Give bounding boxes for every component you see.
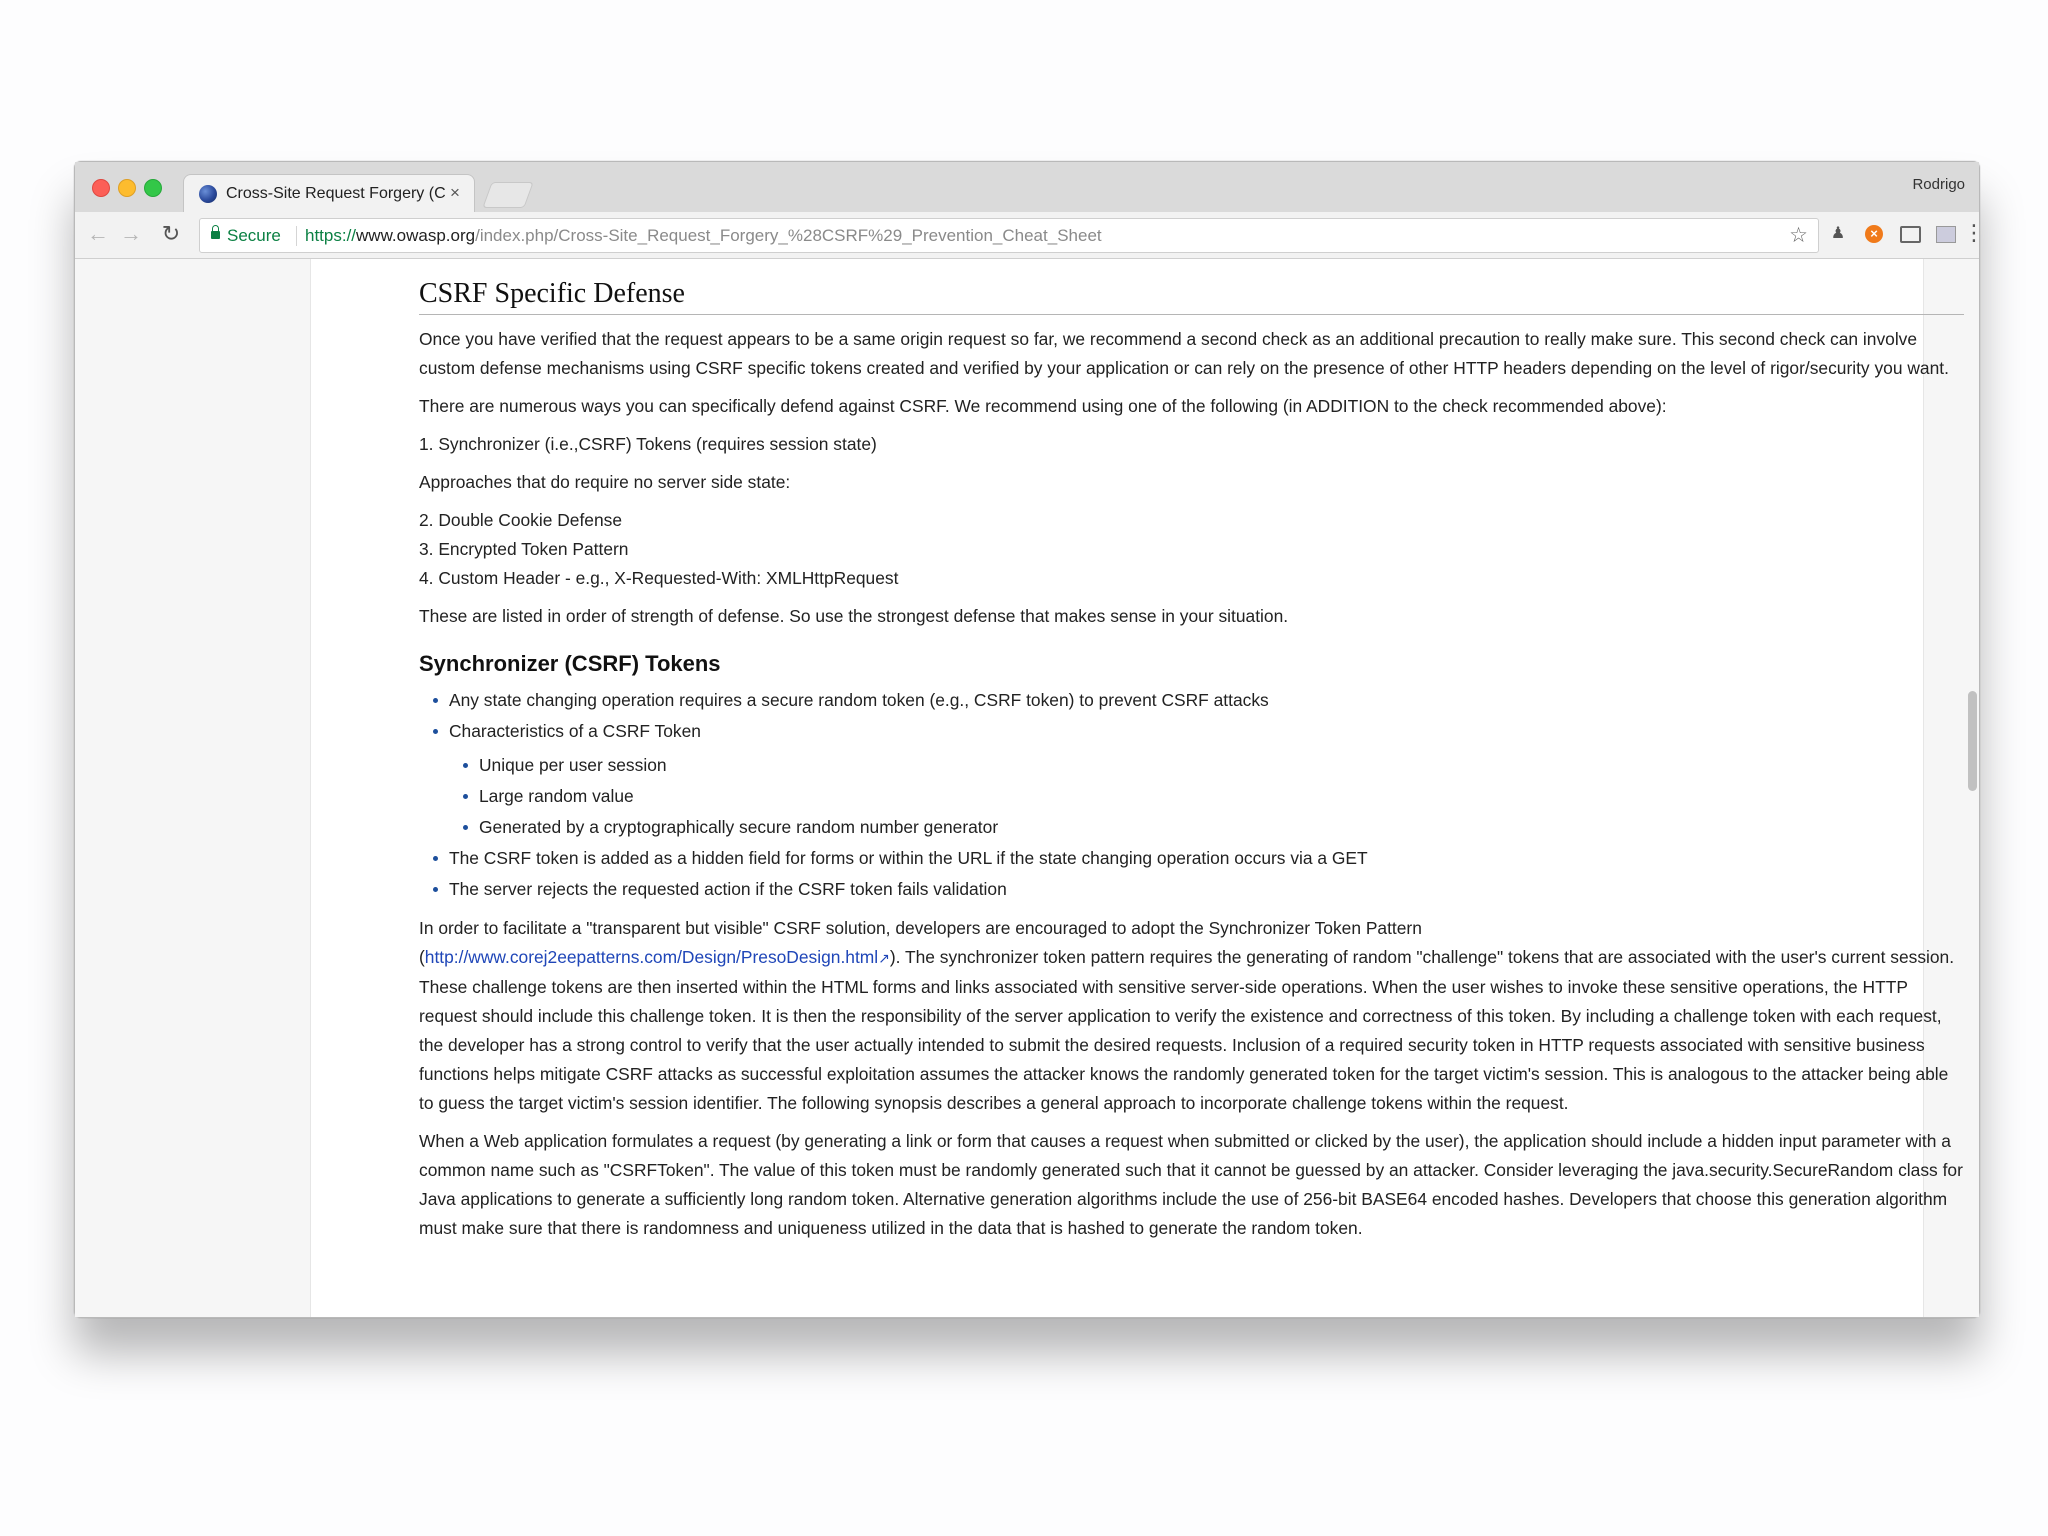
reload-icon[interactable]: ↻ <box>161 221 181 246</box>
ways-paragraph: There are numerous ways you can specifically defend against CSRF. We recommend using one of the following (in ADDITION to the check recommended above): <box>419 396 1667 416</box>
forward-arrow-icon[interactable]: → <box>120 221 142 246</box>
profile-name[interactable]: Rodrigo <box>1912 176 1965 193</box>
list-item-custom-header: 4. Custom Header - e.g., X-Requested-With: XMLHttpRequest <box>419 568 899 588</box>
bullet-item: The CSRF token is added as a hidden field for forms or within the URL if the state changing operation occurs via a GET <box>449 843 1964 874</box>
tab-active[interactable] <box>183 174 475 213</box>
url-text[interactable] <box>305 226 1102 246</box>
secure-label: Secure <box>227 226 281 245</box>
sync-paragraph-start: In order to facilitate a "transparent but visible" CSRF solution, developers are encouraged to adopt the Synchronizer Token Pattern <box>419 918 1422 938</box>
sub-bullet-item: Generated by a cryptographically secure random number generator <box>479 812 1964 843</box>
bullet-item-characteristics <box>449 716 1964 843</box>
characteristics-sublist <box>449 750 1964 843</box>
synchronizer-paragraph <box>419 914 1964 1118</box>
article-body <box>419 277 1964 1252</box>
tab-strip <box>75 162 1979 212</box>
stateless-list <box>419 506 1964 593</box>
user-extension-icon[interactable]: ♟ <box>1830 225 1846 242</box>
external-link-icon: ↗ <box>878 950 890 966</box>
sub-bullet-item: Unique per user session <box>479 750 1964 781</box>
address-bar[interactable] <box>199 218 1819 253</box>
tab-title: Cross-Site Request Forgery (C <box>226 185 446 202</box>
token-bullet-list <box>419 685 1964 905</box>
owasp-favicon-icon <box>199 185 217 203</box>
scrollbar-thumb[interactable] <box>1968 691 1977 791</box>
url-scheme: https:// <box>305 226 357 245</box>
bullet-item: The server rejects the requested action if the CSRF token fails validation <box>449 874 1964 905</box>
toolbar <box>75 212 1985 259</box>
bookmark-star-icon[interactable]: ☆ <box>1789 224 1808 247</box>
corej2ee-link[interactable]: http://www.corej2eepatterns.com/Design/PresoDesign.html <box>424 947 879 967</box>
scrollbar[interactable] <box>1965 259 1979 1317</box>
calendar-extension-icon[interactable] <box>1935 223 1957 245</box>
url-host: www.owasp.org <box>356 226 476 245</box>
tab-close-icon[interactable]: × <box>450 183 460 202</box>
list-item-synchronizer: 1. Synchronizer (i.e.,CSRF) Tokens (requires session state) <box>419 434 877 454</box>
page-viewport <box>75 259 1979 1317</box>
subsection-heading: Synchronizer (CSRF) Tokens <box>419 651 721 676</box>
article-column <box>310 259 1963 1317</box>
bullet-item: Any state changing operation requires a secure random token (e.g., CSRF token) to prevent CSRF attacks <box>449 685 1964 716</box>
window-maximize-button[interactable] <box>144 179 162 197</box>
window-close-button[interactable] <box>92 179 110 197</box>
sync-paragraph-paren: ( <box>419 947 425 967</box>
menu-dots-icon[interactable]: ⋮ <box>1963 220 1985 245</box>
url-path: /index.php/Cross-Site_Request_Forgery_%28CSRF%29_Prevention_Cheat_Sheet <box>475 226 1102 245</box>
cast-icon[interactable] <box>1899 223 1921 245</box>
intro-paragraph: Once you have verified that the request appears to be a same origin request so far, we recommend a second check as an additional precaution to really make sure. This second check can involve custom defense mechanisms using CSRF specific tokens created and verified by your application or can rely on the presence of other HTTP headers depending on the level of rigor/security you want. <box>419 329 1949 378</box>
webapp-paragraph: When a Web application formulates a request (by generating a link or form that causes a request when submitted or clicked by the user), the application should include a hidden input parameter with a common name such as "CSRFToken". The value of this token must be randomly generated such that it cannot be guessed by an attacker. Consider leveraging the java.security.SecureRandom class for Java applications to generate a sufficiently long random token. Alternative generation algorithms include the use of 256-bit BASE64 encoded hashes. Developers that choose this generation algorithm must make sure that there is randomness and uniqueness utilized in the data that is hashed to generate the random token. <box>419 1131 1963 1238</box>
list-item-encrypted-token: 3. Encrypted Token Pattern <box>419 539 629 559</box>
lock-icon <box>211 231 220 239</box>
window-minimize-button[interactable] <box>118 179 136 197</box>
sync-paragraph-rest: ). The synchronizer token pattern requires the generating of random "challenge" tokens that are associated with the user's current session. These challenge tokens are then inserted within the HTML forms and links associated with sensitive server-side operations. When the user wishes to invoke these sensitive operations, the HTTP request should include this challenge token. It is then the responsibility of the server application to verify the existence and correctness of this token. By including a challenge token with each request, the developer has a strong control to verify that the user actually intended to submit the desired requests. Inclusion of a required security token in HTTP requests associated with sensitive business functions helps mitigate CSRF attacks as successful exploitation assumes the attacker knows the randomly generated token for the target victim's session. This is analogous to the attacker being able to guess the target victim's session identifier. The following synopsis describes a general approach to incorporate challenge tokens within the request. <box>419 947 1955 1113</box>
stateless-heading: Approaches that do require no server side state: <box>419 472 791 492</box>
adblock-extension-icon[interactable]: × <box>1863 223 1885 245</box>
browser-window <box>74 161 1985 1318</box>
url-separator <box>296 226 297 246</box>
back-arrow-icon[interactable]: ← <box>87 221 109 246</box>
new-tab-button[interactable] <box>482 182 533 208</box>
section-heading: CSRF Specific Defense <box>419 277 1964 315</box>
bullet-label: Characteristics of a CSRF Token <box>449 721 701 741</box>
list-item-double-cookie: 2. Double Cookie Defense <box>419 510 623 530</box>
order-paragraph: These are listed in order of strength of defense. So use the strongest defense that makes sense in your situation. <box>419 606 1289 626</box>
sub-bullet-item: Large random value <box>479 781 1964 812</box>
